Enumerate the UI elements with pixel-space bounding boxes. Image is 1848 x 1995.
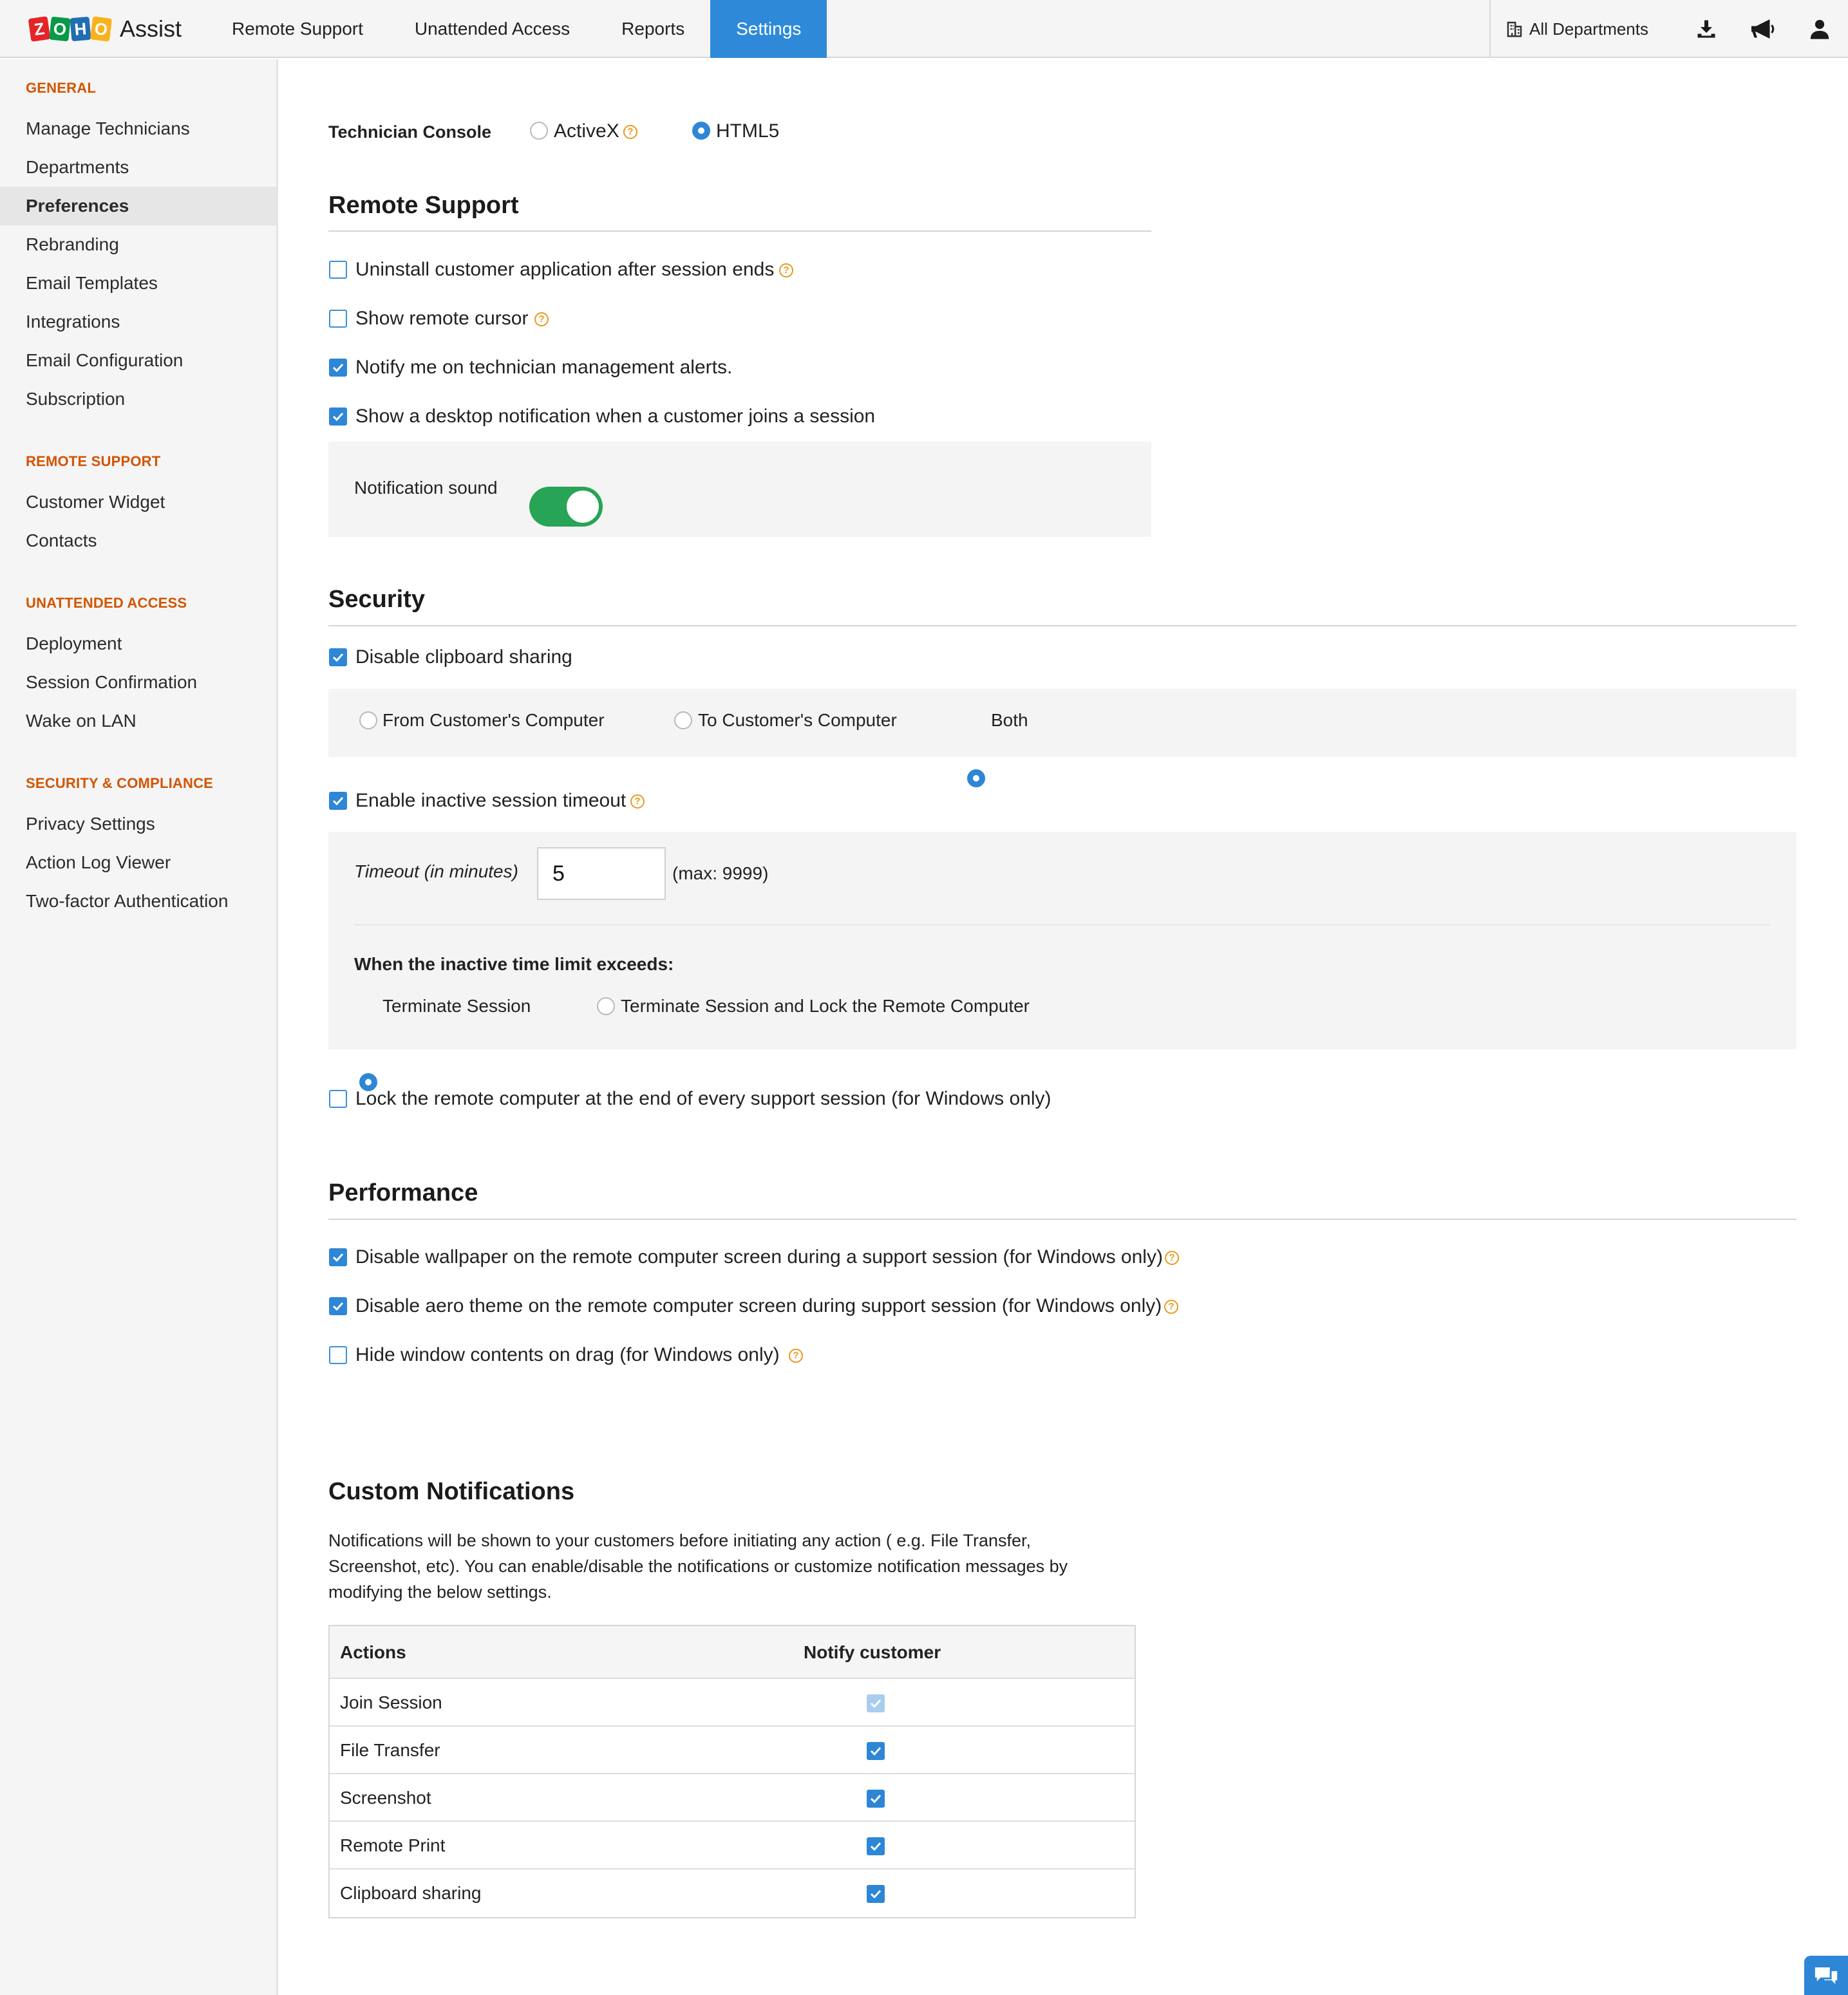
to-customer-label: To Customer's Computer — [698, 710, 897, 730]
both-label: Both — [991, 710, 1028, 730]
performance-section-title: Performance — [328, 1179, 478, 1206]
check-icon — [869, 1792, 882, 1805]
notify-checkbox[interactable] — [867, 1837, 885, 1855]
description-line: Screenshot, etc). You can enable/disable the notifications or customize notification messages by — [328, 1557, 1068, 1576]
check-icon — [332, 1251, 344, 1264]
security-section-title: Security — [328, 586, 425, 613]
section-divider — [328, 230, 1151, 232]
announcements-button[interactable] — [1735, 0, 1791, 58]
logo-text: Assist — [120, 15, 182, 42]
user-icon — [1809, 18, 1831, 40]
description-line: modifying the below settings. — [328, 1582, 552, 1602]
activex-label: ActiveX — [554, 120, 619, 142]
sidebar-item-rebranding[interactable]: Rebranding — [26, 234, 119, 254]
hide-window-contents-label: Hide window contents on drag (for Windows only) — [355, 1344, 780, 1365]
check-icon — [332, 1300, 344, 1313]
top-right-tools — [1489, 0, 1848, 58]
check-icon — [869, 1840, 882, 1853]
show-remote-cursor-label: Show remote cursor — [355, 308, 529, 329]
table-row — [330, 1727, 1135, 1774]
help-icon[interactable]: ? — [779, 263, 793, 277]
remote-support-section-title: Remote Support — [328, 192, 519, 219]
table-row — [330, 1774, 1135, 1822]
logo-letter: H — [70, 17, 91, 41]
disable-clipboard-checkbox[interactable] — [329, 648, 347, 666]
building-icon — [1505, 19, 1524, 39]
desktop-notification-checkbox[interactable] — [329, 407, 347, 426]
top-bar — [0, 0, 1848, 58]
action-name: File Transfer — [340, 1740, 440, 1760]
disable-aero-label: Disable aero theme on the remote computer screen during support session (for Windows only) — [355, 1295, 1162, 1316]
timeout-max-hint: (max: 9999) — [672, 863, 769, 883]
action-name: Clipboard sharing — [340, 1883, 482, 1903]
check-icon — [869, 1697, 882, 1710]
help-icon[interactable]: ? — [534, 312, 549, 326]
logo-letter: O — [90, 16, 112, 41]
main-nav — [206, 0, 827, 58]
sidebar-item-email-templates[interactable]: Email Templates — [26, 273, 158, 293]
table-row — [330, 1822, 1135, 1869]
table-row — [330, 1869, 1135, 1917]
sidebar-item-privacy-settings[interactable]: Privacy Settings — [26, 814, 155, 834]
lock-remote-checkbox[interactable] — [329, 1090, 347, 1108]
help-icon[interactable]: ? — [1164, 1300, 1178, 1314]
from-customer-radio[interactable] — [359, 711, 377, 729]
sidebar-item-manage-technicians[interactable]: Manage Technicians — [26, 118, 190, 138]
nav-reports[interactable]: Reports — [621, 19, 685, 39]
department-selector[interactable] — [1505, 19, 1648, 39]
sidebar-heading-unattended-access: UNATTENDED ACCESS — [26, 595, 187, 611]
sidebar-item-contacts[interactable]: Contacts — [26, 530, 97, 550]
sidebar-item-subscription[interactable]: Subscription — [26, 389, 126, 409]
notify-checkbox[interactable] — [867, 1885, 885, 1903]
lock-remote-label: Lock the remote computer at the end of every support session (for Windows only) — [355, 1088, 1051, 1109]
settings-sidebar — [0, 59, 278, 1995]
to-customer-radio[interactable] — [674, 711, 692, 729]
download-icon — [1695, 17, 1718, 41]
notifications-table — [328, 1625, 1136, 1918]
notification-sound-toggle[interactable] — [529, 487, 603, 527]
sidebar-item-departments[interactable]: Departments — [26, 157, 129, 177]
disable-aero-checkbox[interactable] — [329, 1297, 347, 1315]
notification-sound-label: Notification sound — [354, 478, 498, 498]
notify-checkbox — [867, 1694, 885, 1712]
terminate-session-label: Terminate Session — [382, 996, 531, 1016]
technician-console-label: Technician Console — [328, 122, 492, 142]
check-icon — [869, 1887, 882, 1900]
terminate-lock-label: Terminate Session and Lock the Remote Computer — [621, 996, 1030, 1016]
disable-wallpaper-checkbox[interactable] — [329, 1248, 347, 1266]
notify-checkbox[interactable] — [867, 1742, 885, 1760]
desktop-notification-label: Show a desktop notification when a customer joins a session — [355, 406, 876, 427]
table-row — [330, 1679, 1135, 1727]
terminate-lock-radio[interactable] — [597, 997, 615, 1015]
sidebar-item-deployment[interactable]: Deployment — [26, 633, 122, 653]
hide-window-contents-checkbox[interactable] — [329, 1346, 347, 1364]
panel-divider — [354, 924, 1771, 925]
timeout-field-label: Timeout (in minutes) — [354, 861, 518, 881]
notify-checkbox[interactable] — [867, 1790, 885, 1808]
help-icon[interactable]: ? — [1165, 1251, 1179, 1265]
sidebar-item-preferences[interactable]: Preferences — [0, 187, 276, 225]
check-icon — [332, 410, 344, 423]
help-icon[interactable]: ? — [789, 1349, 803, 1363]
action-name: Screenshot — [340, 1788, 431, 1808]
nav-unattended-access[interactable]: Unattended Access — [414, 19, 570, 39]
sidebar-heading-security-compliance: SECURITY & COMPLIANCE — [26, 775, 214, 791]
html5-label: HTML5 — [716, 120, 780, 142]
chat-icon — [1813, 1964, 1839, 1987]
column-header-notify: Notify customer — [804, 1642, 941, 1662]
help-icon[interactable]: ? — [623, 125, 637, 139]
sidebar-item-integrations[interactable]: Integrations — [26, 312, 120, 332]
help-icon[interactable]: ? — [630, 794, 645, 809]
show-remote-cursor-checkbox[interactable] — [329, 310, 347, 328]
disable-wallpaper-label: Disable wallpaper on the remote computer screen during a support session (for Windows only) — [355, 1246, 1163, 1268]
section-divider — [328, 1219, 1796, 1220]
sidebar-heading-general: GENERAL — [26, 80, 96, 96]
notify-alerts-checkbox[interactable] — [329, 359, 347, 377]
html5-radio[interactable] — [692, 122, 710, 140]
department-label: All Departments — [1529, 19, 1648, 39]
inactive-timeout-checkbox[interactable] — [329, 792, 347, 810]
sidebar-item-customer-widget[interactable]: Customer Widget — [26, 492, 165, 512]
column-header-actions: Actions — [340, 1642, 406, 1662]
timeout-input[interactable]: 5 — [537, 847, 666, 900]
exceed-label: When the inactive time limit exceeds: — [354, 954, 674, 974]
both-radio[interactable] — [967, 769, 985, 787]
check-icon — [332, 651, 344, 664]
sidebar-item-session-confirmation[interactable]: Session Confirmation — [26, 672, 198, 692]
action-name: Remote Print — [340, 1835, 446, 1855]
nav-remote-support[interactable]: Remote Support — [232, 19, 363, 39]
action-name: Join Session — [340, 1692, 442, 1712]
sidebar-item-action-log-viewer[interactable]: Action Log Viewer — [26, 852, 171, 872]
sidebar-item-email-configuration[interactable]: Email Configuration — [26, 350, 184, 370]
check-icon — [869, 1745, 882, 1757]
uninstall-app-checkbox[interactable] — [329, 261, 347, 279]
zoho-assist-logo[interactable] — [30, 12, 182, 46]
disable-clipboard-label: Disable clipboard sharing — [355, 646, 572, 668]
download-button[interactable] — [1678, 0, 1735, 58]
profile-button[interactable] — [1791, 0, 1848, 58]
chat-button[interactable] — [1804, 1956, 1848, 1995]
from-customer-label: From Customer's Computer — [382, 710, 605, 730]
logo-letter: O — [49, 17, 71, 42]
table-header-row — [330, 1626, 1135, 1679]
description-line: Notifications will be shown to your customers before initiating any action ( e.g. File Transfer, — [328, 1531, 1032, 1550]
notify-alerts-label: Notify me on technician management alerts. — [355, 357, 733, 378]
sidebar-item-two-factor-authentication[interactable]: Two-factor Authentication — [26, 891, 229, 911]
check-icon — [332, 794, 344, 807]
section-divider — [328, 625, 1796, 626]
uninstall-app-label: Uninstall customer application after session ends — [355, 259, 775, 280]
logo-letter: Z — [28, 16, 51, 42]
nav-settings[interactable]: Settings — [710, 0, 827, 58]
inactive-timeout-label: Enable inactive session timeout — [355, 790, 627, 811]
activex-radio[interactable] — [530, 122, 548, 140]
custom-notifications-title: Custom Notifications — [328, 1478, 575, 1505]
megaphone-icon — [1749, 17, 1777, 41]
sidebar-heading-remote-support: REMOTE SUPPORT — [26, 453, 161, 469]
check-icon — [332, 361, 344, 374]
sidebar-item-wake-on-lan[interactable]: Wake on LAN — [26, 711, 137, 731]
